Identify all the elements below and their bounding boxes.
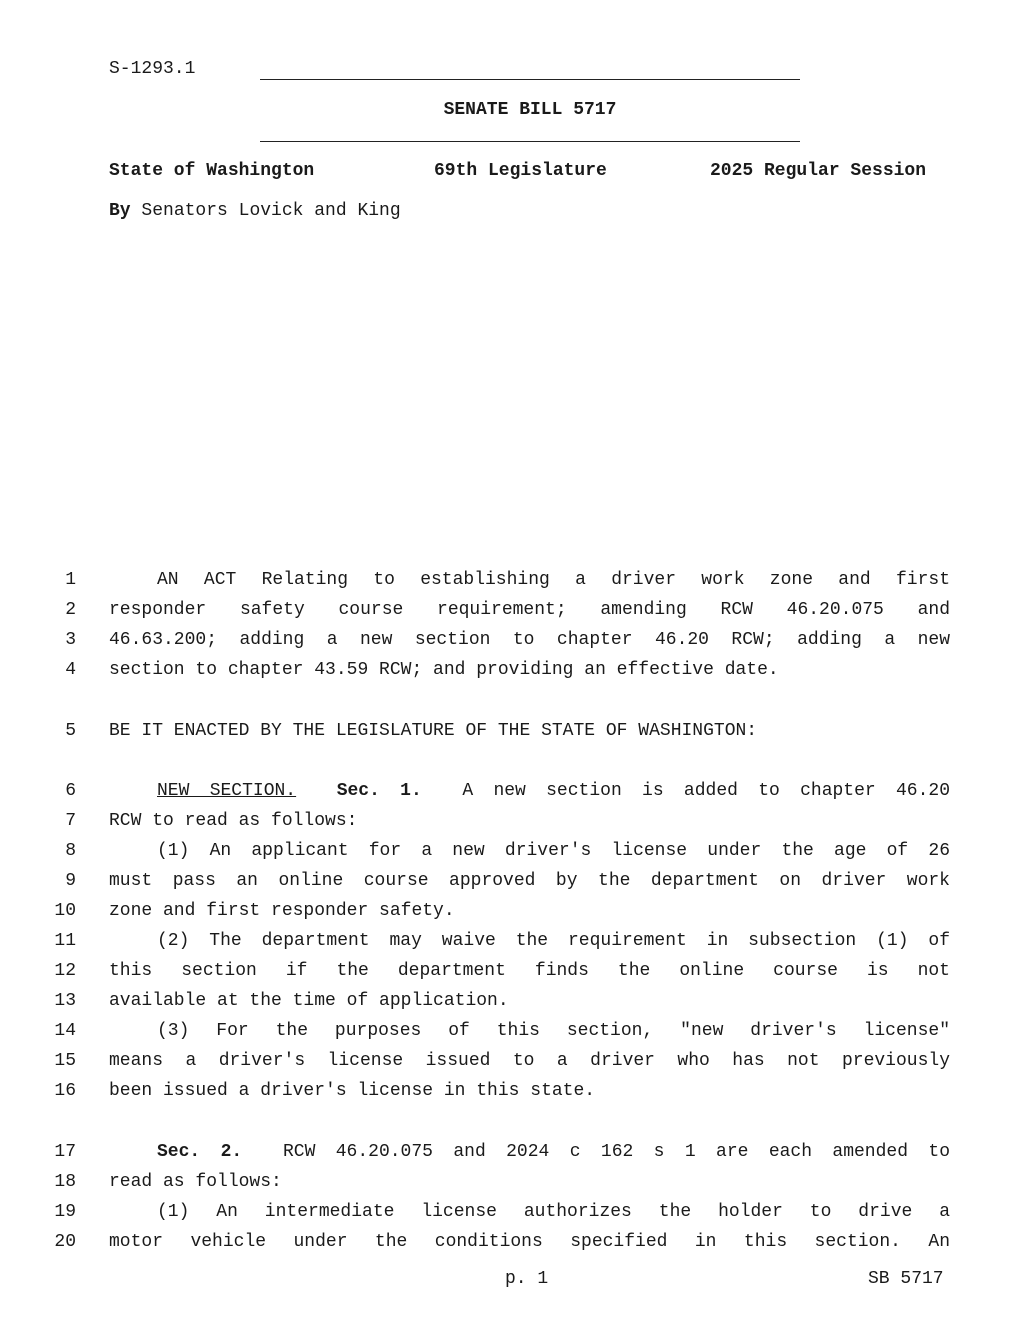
text-line-2: responder safety course requirement; amending RCW 46.20.075 and — [109, 600, 950, 620]
text-line-15: means a driver's license issued to a driver who has not previously — [109, 1051, 950, 1071]
legislature-label: 69th Legislature — [434, 161, 607, 181]
document-code: S-1293.1 — [109, 59, 196, 79]
text-line-6 — [109, 781, 950, 801]
session-label: 2025 Regular Session — [710, 161, 927, 181]
text-line-12: this section if the department finds the online course is not — [109, 961, 950, 981]
section-1-intro: A new section is added to chapter 46.20 — [462, 781, 950, 801]
enacting-clause: BE IT ENACTED BY THE LEGISLATURE OF THE STATE OF WASHINGTON: — [109, 721, 758, 741]
line-number: 18 — [54, 1172, 76, 1192]
text-line-16: been issued a driver's license in this state. — [109, 1081, 596, 1101]
top-rule — [260, 79, 800, 80]
line-number: 3 — [65, 630, 76, 650]
line-number: 6 — [65, 781, 76, 801]
state-label: State of Washington — [109, 161, 315, 181]
line-number: 4 — [65, 660, 76, 680]
text-line-9: must pass an online course approved by the department on driver work — [109, 871, 950, 891]
sponsors: Senators Lovick and King — [141, 201, 401, 221]
new-section-label: NEW SECTION. — [157, 781, 297, 801]
line-number: 14 — [54, 1021, 76, 1041]
line-number: 5 — [65, 721, 76, 741]
line-number: 15 — [54, 1051, 76, 1071]
text-line-4: section to chapter 43.59 RCW; and providing an effective date. — [109, 660, 779, 680]
text-line-19: (1) An intermediate license authorizes the holder to drive a — [157, 1202, 950, 1222]
text-line-17 — [109, 1142, 950, 1162]
by-label: By — [109, 201, 131, 221]
section-2-intro: RCW 46.20.075 and 2024 c 162 s 1 are each amended to — [282, 1142, 950, 1162]
section-number-2: Sec. 2. — [157, 1142, 243, 1162]
line-number: 1 — [65, 570, 76, 590]
bottom-rule — [260, 141, 800, 142]
bill-title: SENATE BILL 5717 — [443, 100, 617, 120]
text-line-1: AN ACT Relating to establishing a driver work zone and first — [157, 570, 950, 590]
line-number: 16 — [54, 1081, 76, 1101]
text-line-14: (3) For the purposes of this section, "new driver's license" — [157, 1021, 950, 1041]
text-line-7: RCW to read as follows: — [109, 811, 358, 831]
text-line-20: motor vehicle under the conditions specified in this section. An — [109, 1232, 950, 1252]
line-number: 12 — [54, 961, 76, 981]
line-number: 20 — [54, 1232, 76, 1252]
line-number: 7 — [65, 811, 76, 831]
line-number: 2 — [65, 600, 76, 620]
page-number: p. 1 — [505, 1269, 549, 1289]
line-number: 19 — [54, 1202, 76, 1222]
line-number: 13 — [54, 991, 76, 1011]
text-line-11: (2) The department may waive the requirement in subsection (1) of — [157, 931, 950, 951]
line-number: 11 — [54, 931, 76, 951]
text-line-3: 46.63.200; adding a new section to chapter 46.20 RCW; adding a new — [109, 630, 950, 650]
section-number-1: Sec. 1. — [336, 781, 422, 801]
text-line-18: read as follows: — [109, 1172, 282, 1192]
line-number: 8 — [65, 841, 76, 861]
line-number: 10 — [54, 901, 76, 921]
text-line-13: available at the time of application. — [109, 991, 509, 1011]
text-line-8: (1) An applicant for a new driver's license under the age of 26 — [157, 841, 950, 861]
text-line-10: zone and first responder safety. — [109, 901, 455, 921]
line-number: 17 — [54, 1142, 76, 1162]
footer-bill-ref: SB 5717 — [868, 1269, 944, 1289]
line-number: 9 — [65, 871, 76, 891]
sponsor-line — [109, 201, 401, 221]
